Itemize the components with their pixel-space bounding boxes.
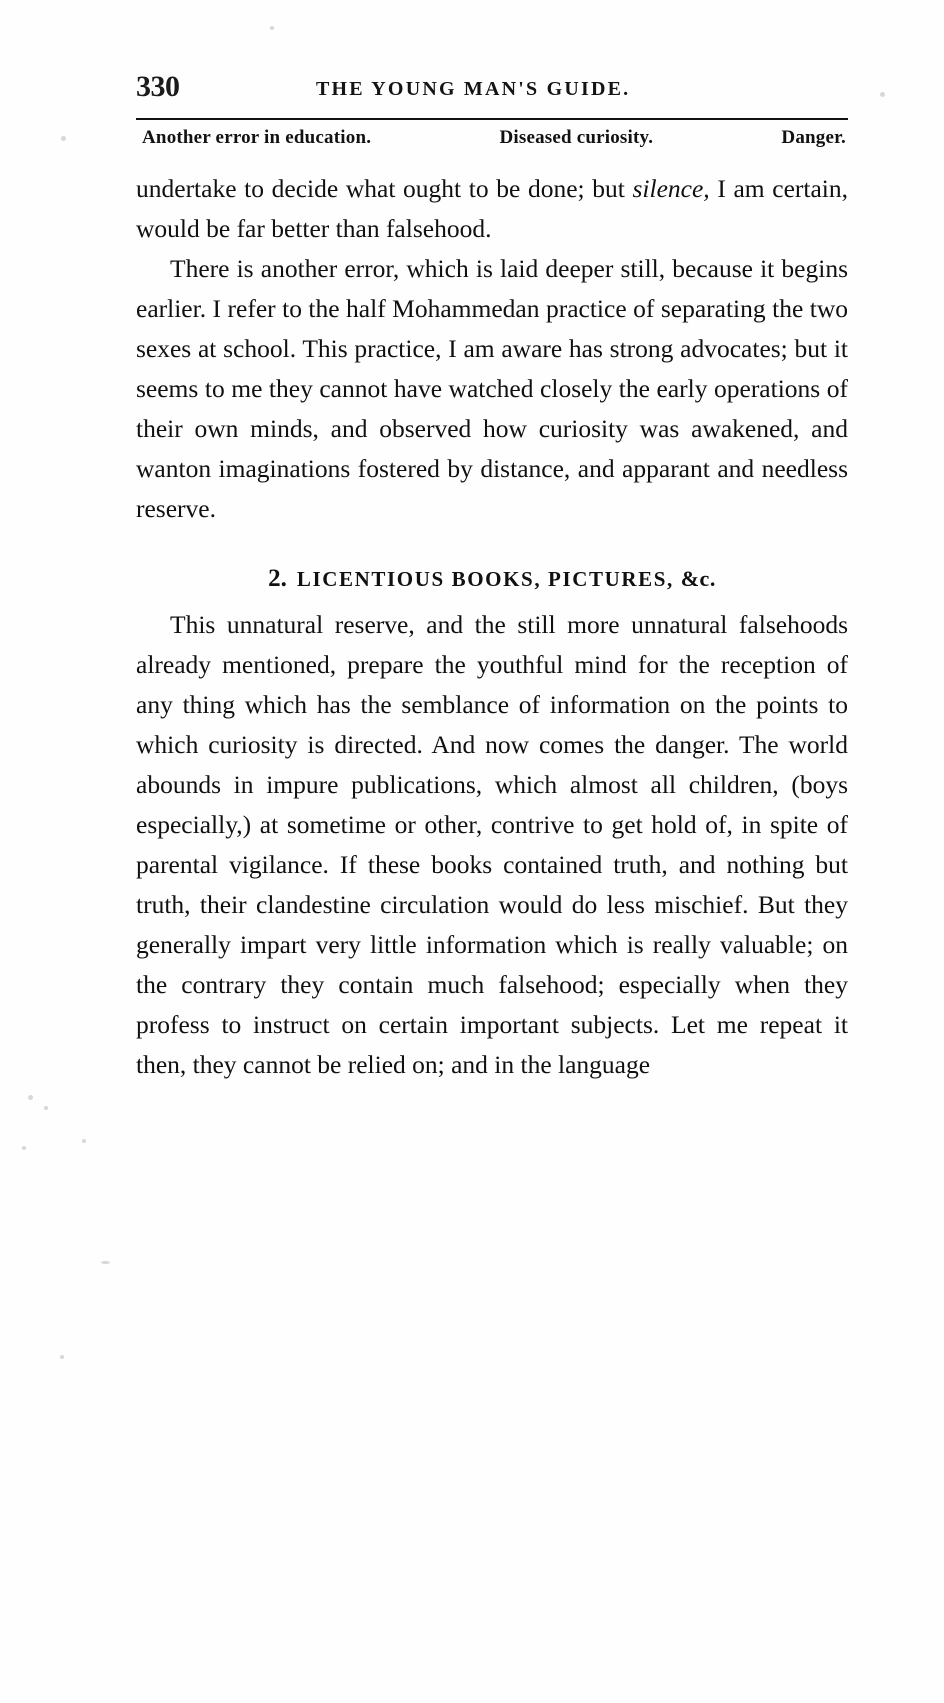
section-number: 2. [268, 565, 287, 592]
paragraph-continuation [136, 169, 848, 249]
running-title: THE YOUNG MAN'S GUIDE. [316, 78, 631, 100]
scan-speck [60, 1355, 64, 1359]
scan-speck [82, 1139, 86, 1143]
scan-speck [101, 1261, 110, 1264]
paragraph-2: There is another error, which is laid deeper still, because it begins earlier. I refer to the half Mohammedan practice of separating the two sexes at school. This practice, I am aware has strong advocates; but it seems to me they cannot have watched closely the early operations of their own minds, and observed how curiosity was awakened, and wanton imaginations fostered by distance, and apparant and needless reserve. [136, 254, 848, 523]
scan-speck [270, 26, 274, 30]
scan-speck [880, 92, 885, 97]
paragraph-1-part-a: undertake to decide what ought to be done; but [136, 174, 633, 203]
scan-speck [28, 1095, 33, 1100]
page-number: 330 [136, 70, 180, 103]
sidehead-middle: Diseased curiosity. [499, 127, 654, 148]
page-content [136, 70, 848, 1085]
section-title: LICENTIOUS BOOKS, PICTURES, [296, 567, 674, 591]
section-heading [136, 559, 848, 599]
paragraph-3: This unnatural reserve, and the still more unnatural falsehoods already mentioned, prepare the youthful mind for the reception of any thing which has the semblance of information on the points to which curiosity is directed. And now comes the danger. The world abounds in impure publications, which almost all children, (boys especially,) at sometime or other, contrive to get hold of, in spite of parental vigilance. If these books contained truth, and nothing but truth, their clandestine circulation would do less mischief. But they generally impart very little information which is really valuable; on the contrary they contain much falsehood; especially when they profess to instruct on certain important subjects. Let me repeat it then, they cannot be relied on; and in the language [136, 610, 848, 1079]
sidehead-left: Another error in education. [142, 127, 372, 148]
sidehead-row [136, 120, 848, 155]
scan-speck [44, 1106, 48, 1110]
page-header [136, 70, 848, 116]
paragraph-1-part-b: I am certain, would be far better than falsehood. [136, 174, 849, 243]
body-text [136, 169, 848, 1085]
sidehead-right: Danger. [781, 127, 846, 148]
paragraph-1-italic-word: silence, [632, 174, 710, 203]
section-title-etc: &c. [680, 566, 716, 591]
scan-speck [22, 1146, 26, 1150]
scan-speck [61, 136, 66, 141]
